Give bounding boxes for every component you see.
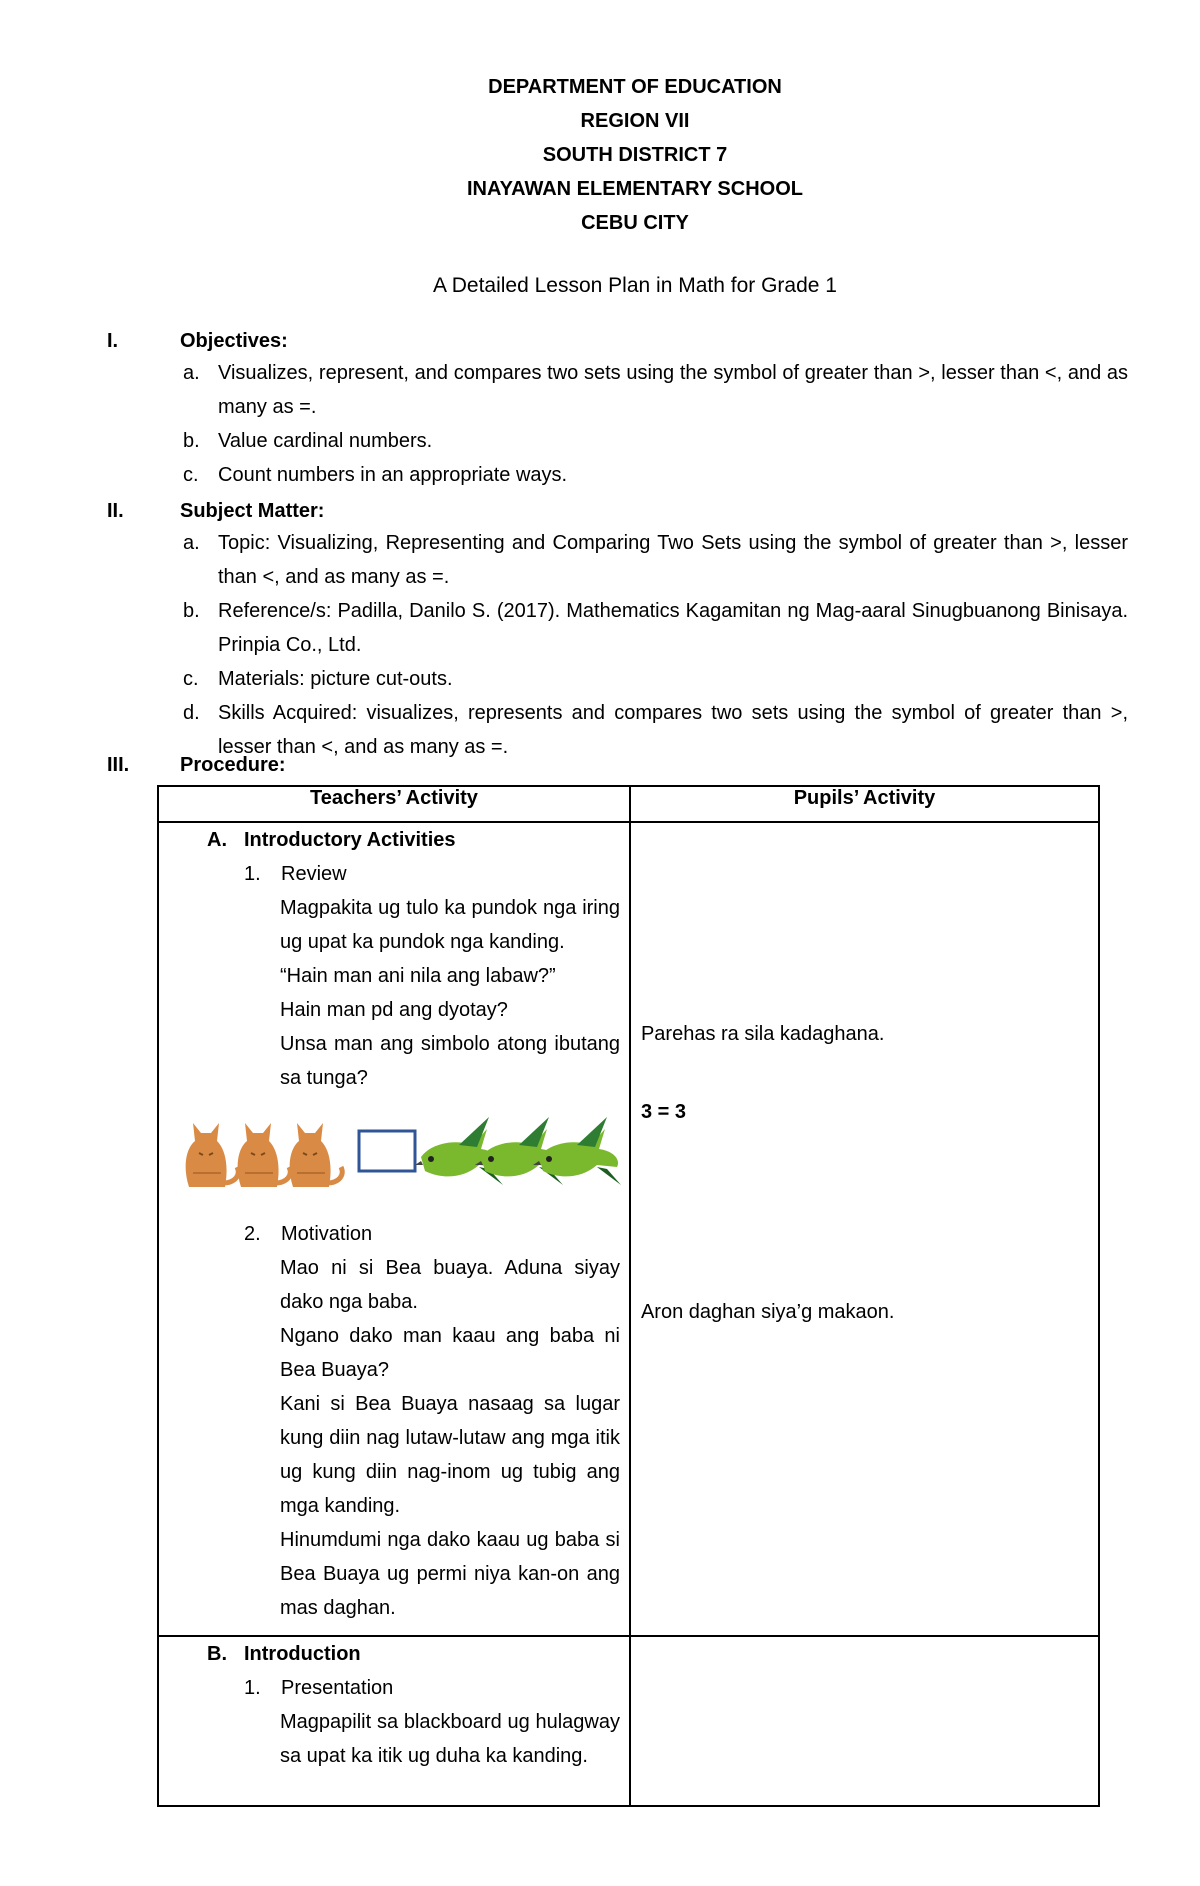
comparison-picture: [159, 1099, 629, 1209]
column-header-teachers: Teachers’ Activity: [158, 786, 630, 822]
sub-label: Review: [281, 863, 347, 885]
item-text: Value cardinal numbers.: [218, 430, 433, 452]
section-number: I.: [107, 330, 119, 352]
cats-box-parrots-illustration: [159, 1099, 627, 1209]
cat-icon: [238, 1123, 291, 1187]
item-letter: c.: [183, 464, 199, 486]
pupil-answer: Aron daghan siya’g makaon.: [640, 1301, 895, 1323]
subject-item: [183, 696, 1128, 764]
column-header-pupils: Pupils’ Activity: [630, 786, 1099, 822]
item-text: Reference/s: Padilla, Danilo S. (2017). Mathematics Kagamitan ng Mag-aaral Sinugbuanong Binisaya. Prinpia Co., Ltd.: [218, 600, 1128, 656]
item-text: Count numbers in an appropriate ways.: [218, 464, 568, 486]
part-a-heading: [159, 823, 629, 857]
header-line-2: REGION VII: [580, 110, 690, 132]
motivation-paragraph: Hinumdumi nga dako kaau ug baba si Bea Buaya ug permi niya kan-on ang mas daghan.: [280, 1529, 620, 1619]
sub-label: Motivation: [281, 1223, 373, 1245]
header-line-4: INAYAWAN ELEMENTARY SCHOOL: [467, 178, 803, 200]
empty-symbol-box: [359, 1131, 415, 1171]
pupil-answer-equation: 3 = 3: [640, 1101, 687, 1123]
item-letter: a.: [183, 362, 200, 384]
item-letter: b.: [183, 430, 200, 452]
sub-number: 2.: [244, 1223, 261, 1245]
motivation-paragraph: Kani si Bea Buaya nasaag sa lugar kung diin nag lutaw-lutaw ang mga itik ug kung diin nag-inom ug tubig ang mga kanding.: [280, 1393, 620, 1517]
review-question: Unsa man ang simbolo atong ibutang sa tunga?: [280, 1033, 620, 1089]
procedure-table: [157, 785, 1100, 1807]
review-question: Hain man pd ang dyotay?: [280, 999, 508, 1021]
item-letter: a.: [183, 532, 200, 554]
item-text: Visualizes, represent, and compares two sets using the symbol of greater than >, lesser than <, and as many as =.: [218, 362, 1128, 418]
cat-icon: [186, 1123, 239, 1187]
section-number: III.: [107, 754, 130, 776]
pupil-cell-b: [630, 1636, 1099, 1806]
section-subject-heading: [107, 500, 324, 523]
section-number: II.: [107, 500, 124, 522]
item-text: Topic: Visualizing, Representing and Comparing Two Sets using the symbol of greater than >, lesser than <, and as many as =.: [218, 532, 1128, 588]
sub-label: Presentation: [281, 1677, 394, 1699]
table-header-row: [158, 786, 1099, 822]
sub-number: 1.: [244, 863, 261, 885]
subject-item: [183, 526, 1128, 594]
item-text: Skills Acquired: visualizes, represents and compares two sets using the symbol of greater than >, lesser than <, and as many as =.: [218, 702, 1128, 758]
presentation-heading: [159, 1671, 629, 1705]
letterhead: [0, 70, 1200, 240]
header-line-5: CEBU CITY: [581, 212, 689, 234]
pupil-cell-a: [630, 822, 1099, 1636]
presentation-paragraph: Magpapilit sa blackboard ug hulagway sa upat ka itik ug duha ka kanding.: [280, 1711, 620, 1767]
sub-number: 1.: [244, 1677, 261, 1699]
part-title: Introduction: [244, 1643, 361, 1665]
section-label: Objectives:: [180, 330, 288, 352]
teacher-cell-a: [158, 822, 630, 1636]
header-line-1: DEPARTMENT OF EDUCATION: [488, 76, 782, 98]
subject-item: [183, 662, 1128, 696]
item-letter: b.: [183, 600, 200, 622]
header-line-3: SOUTH DISTRICT 7: [542, 144, 728, 166]
part-letter: B.: [207, 1643, 227, 1665]
part-letter: A.: [207, 829, 227, 851]
cat-icon: [290, 1123, 343, 1187]
teacher-cell-b: [158, 1636, 630, 1806]
item-letter: d.: [183, 702, 200, 724]
item-letter: c.: [183, 668, 199, 690]
review-paragraph: Magpakita ug tulo ka pundok nga iring ug upat ka pundok nga kanding.: [280, 897, 620, 953]
pupil-answer: Parehas ra sila kadaghana.: [640, 1023, 885, 1045]
objective-item: [183, 424, 1128, 458]
part-title: Introductory Activities: [244, 829, 456, 851]
parrot-icon: [533, 1117, 621, 1185]
table-row: [158, 1636, 1099, 1806]
section-label: Procedure:: [180, 754, 286, 776]
section-objectives-heading: [107, 330, 288, 353]
objective-item: [183, 458, 1128, 492]
subject-item: [183, 594, 1128, 662]
part-b-heading: [159, 1637, 629, 1671]
motivation-paragraph: Ngano dako man kaau ang baba ni Bea Buaya?: [280, 1325, 620, 1381]
motivation-paragraph: Mao ni si Bea buaya. Aduna siyay dako nga baba.: [280, 1257, 620, 1313]
motivation-heading: [159, 1217, 629, 1251]
document-title: A Detailed Lesson Plan in Math for Grade 1: [433, 274, 837, 297]
review-question: “Hain man ani nila ang labaw?”: [280, 965, 556, 987]
section-label: Subject Matter:: [180, 500, 325, 522]
objective-item: [183, 356, 1128, 424]
section-procedure-heading: [107, 754, 286, 777]
item-text: Materials: picture cut-outs.: [218, 668, 453, 690]
table-row: [158, 822, 1099, 1636]
review-heading: [159, 857, 629, 891]
